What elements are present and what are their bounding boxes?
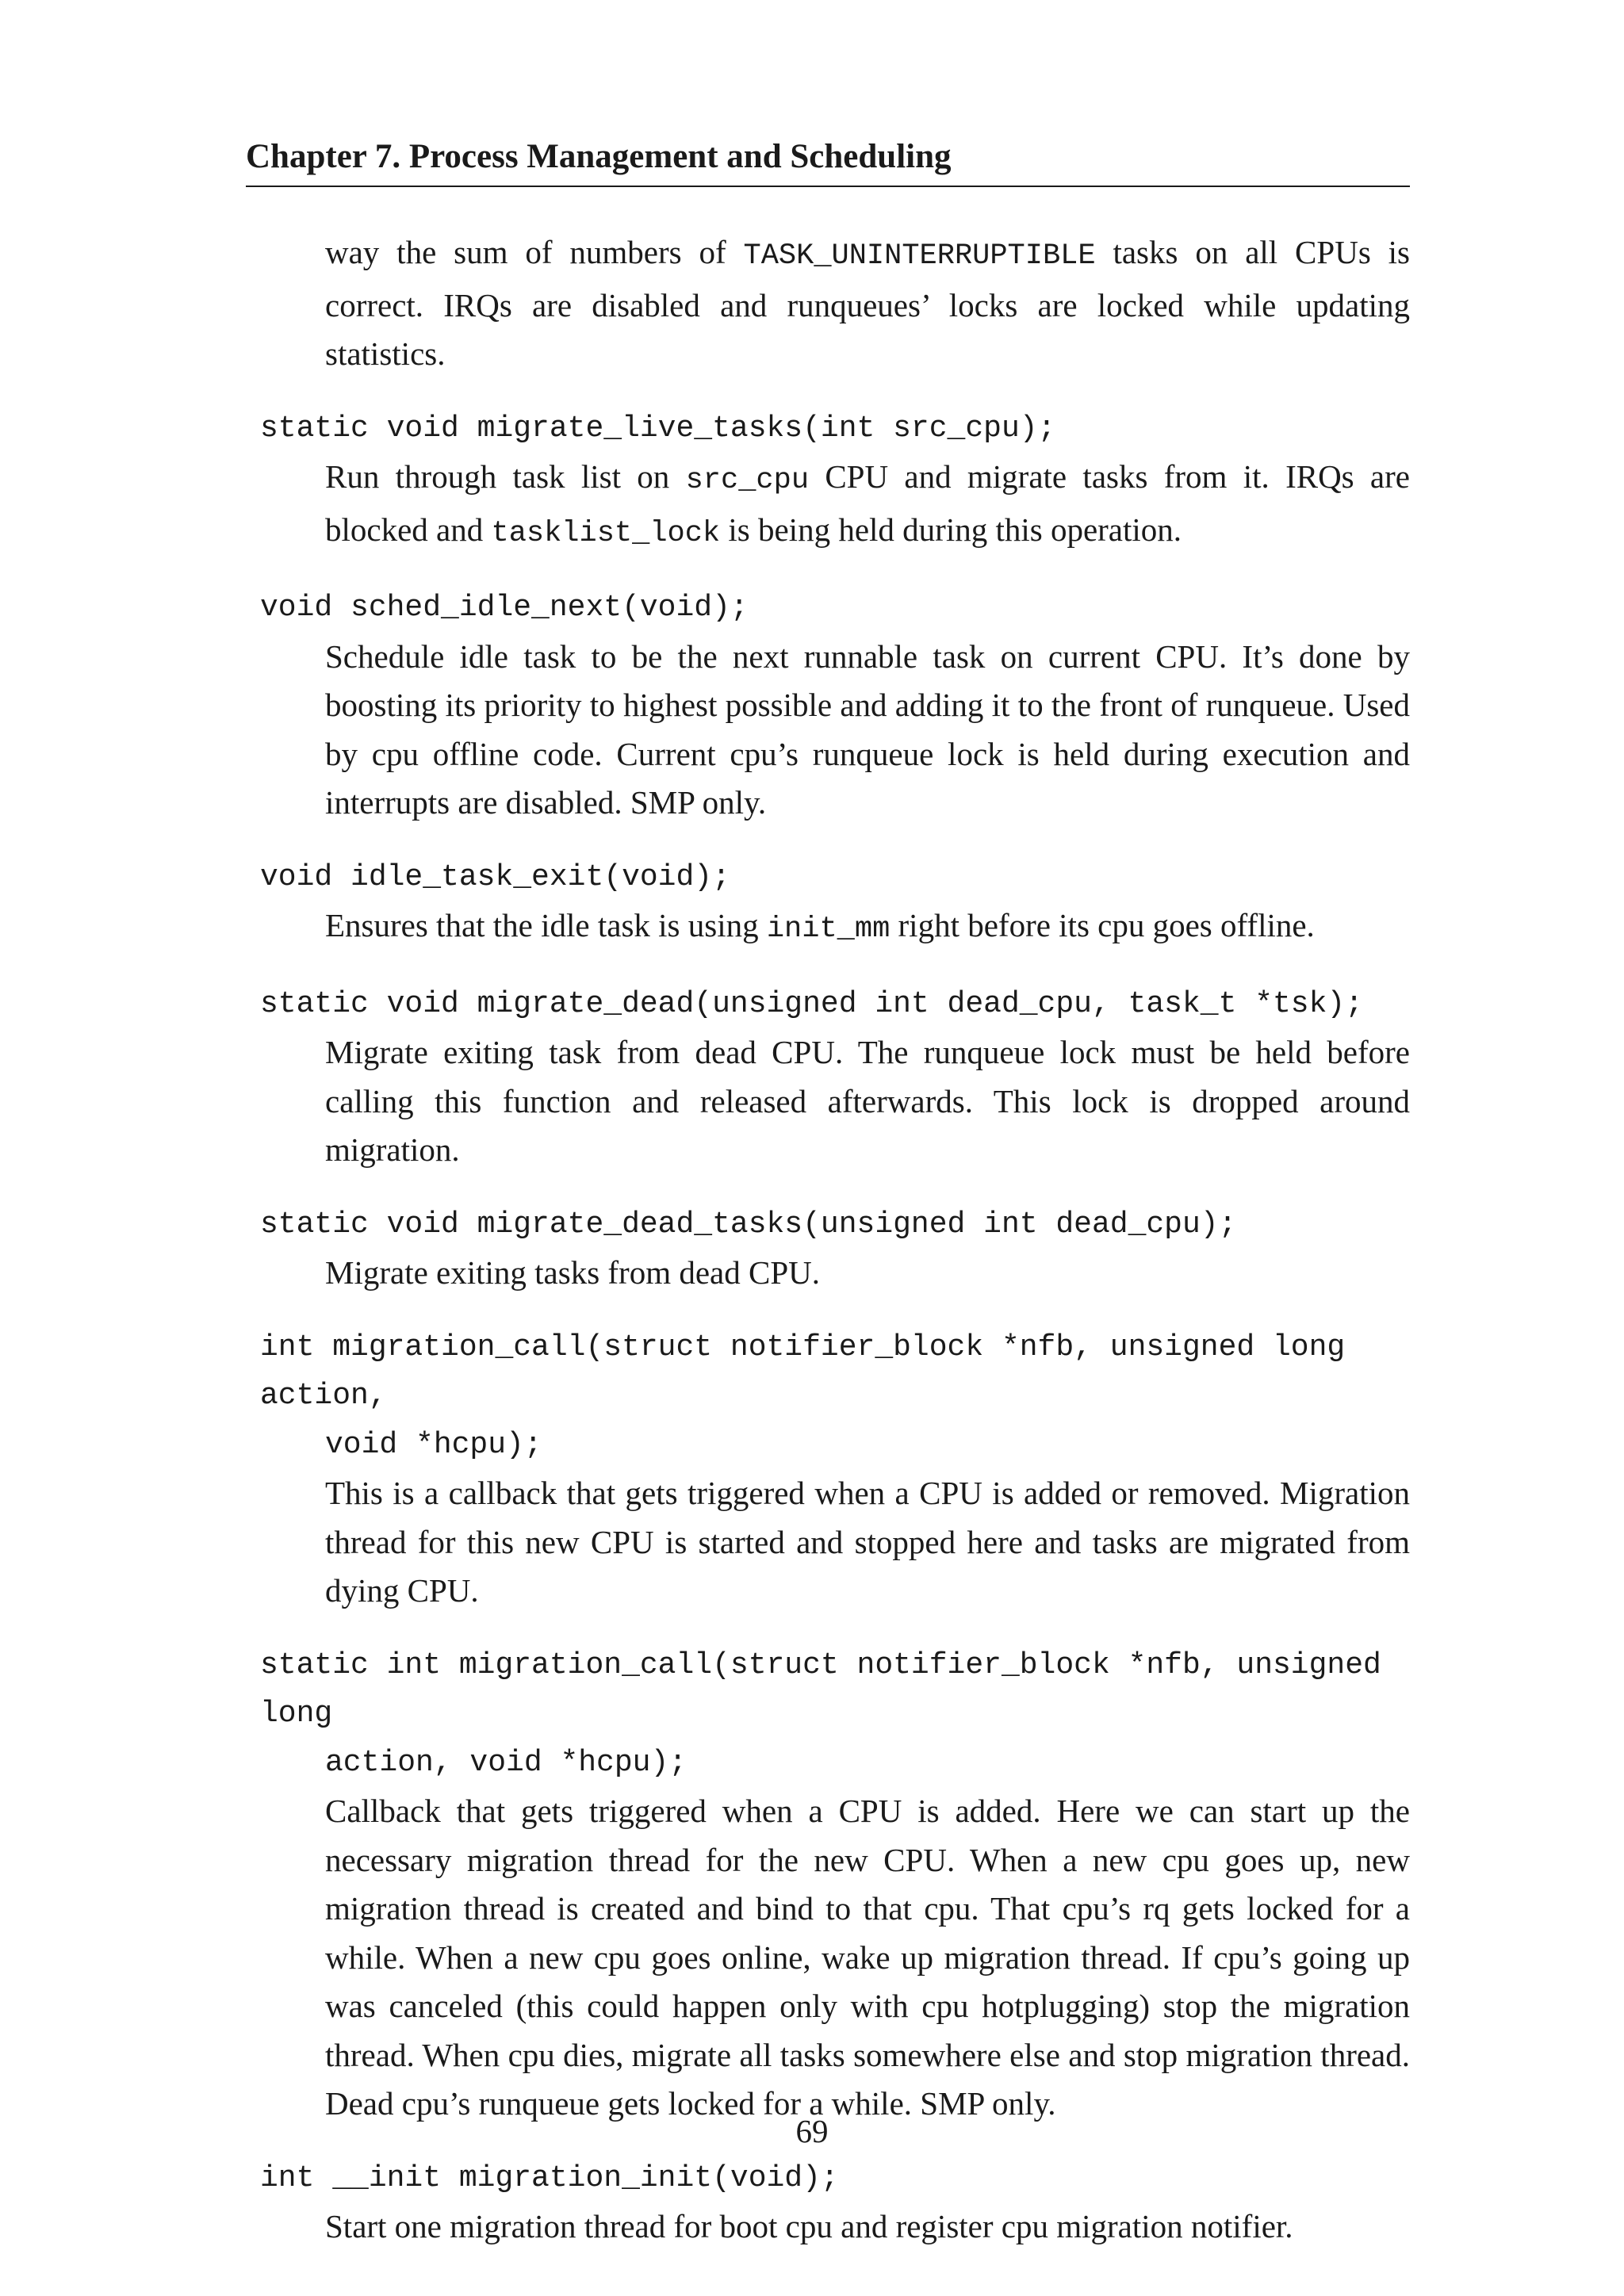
entry-description: Callback that gets triggered when a CPU is added. Here we can start up the necessary migration thread for the new CPU. When a new cpu goes up, new migration thread is created and bind to that cpu. That cpu’s rq gets locked for a while. When a new cpu goes online, wake up migration thread. If cpu’s going up was canceled (this could happen only with cpu hotplugging) stop the migration thread. When cpu dies, migrate all tasks somewhere else and stop migration thread. Dead cpu’s runqueue gets locked for a while. SMP only. (325, 1793, 1410, 2122)
function-signature: static void migrate_dead(unsigned int dead_cpu, task_t *tsk); (260, 986, 1364, 1021)
entry-sched-idle-next (246, 584, 1410, 828)
entry-migrate-dead-tasks (246, 1200, 1410, 1298)
page-number: 69 (795, 2113, 829, 2149)
chapter-header: Chapter 7. Process Management and Scheduling (246, 135, 1410, 187)
entry-description: Schedule idle task to be the next runnable task on current CPU. It’s done by boosting its priority to highest possible and adding it to the front of runqueue. Used by cpu offline code. Current cpu’s runqueue lock is held during execution and interrupts are disabled. SMP only. (325, 637, 1410, 821)
inline-code: init_mm (766, 913, 891, 946)
function-reference-list (246, 228, 1410, 2252)
entry-description: This is a callback that gets triggered when a CPU is added or removed. Migration thread for this new CPU is started and stopped here and tasks are migrated from dying CPU. (325, 1475, 1410, 1609)
entry-description: Migrate exiting tasks from dead CPU. (325, 1254, 821, 1291)
entry-description: Ensures that the idle task is using init_mm right before its cpu goes offline. (325, 907, 1315, 946)
inline-code: TASK_UNINTERRUPTIBLE (743, 239, 1096, 273)
function-signature: void idle_task_exit(void); (260, 859, 730, 894)
inline-code: src_cpu (685, 464, 810, 497)
inline-code: tasklist_lock (491, 516, 721, 550)
entry-description: way the sum of numbers of TASK_UNINTERRUPTIBLE tasks on all CPUs is correct. IRQs are disabled and runqueues’ locks are locked while updating statistics. (325, 234, 1410, 372)
function-signature: int migration_call(struct notifier_block *nfb, unsigned long action, void *hcpu); (260, 1330, 1364, 1462)
function-signature: void sched_idle_next(void); (260, 591, 749, 625)
entry-static-migration-call (246, 1641, 1410, 2129)
intro-paragraph (246, 228, 1410, 379)
entry-description: Run through task list on src_cpu CPU and migrate tasks from it. IRQs are blocked and tasklist_lock is being held during this operation. (325, 458, 1410, 550)
entry-migration-init (246, 2154, 1410, 2252)
entry-migration-call (246, 1323, 1410, 1616)
function-signature: static void migrate_live_tasks(int src_cpu); (260, 411, 1056, 446)
function-signature: int __init migration_init(void); (260, 2160, 839, 2195)
entry-idle-task-exit (246, 853, 1410, 955)
entry-migrate-dead (246, 980, 1410, 1175)
function-signature: static void migrate_dead_tasks(unsigned int dead_cpu); (260, 1207, 1237, 1242)
entry-description: Start one migration thread for boot cpu and register cpu migration notifier. (325, 2208, 1293, 2244)
entry-description: Migrate exiting task from dead CPU. The runqueue lock must be held before calling this function and released afterwards. This lock is dropped around migration. (325, 1034, 1410, 1168)
entry-migrate-live-tasks (246, 404, 1410, 559)
function-signature: static int migration_call(struct notifier_block *nfb, unsigned long action, void *hcpu); (260, 1647, 1400, 1780)
